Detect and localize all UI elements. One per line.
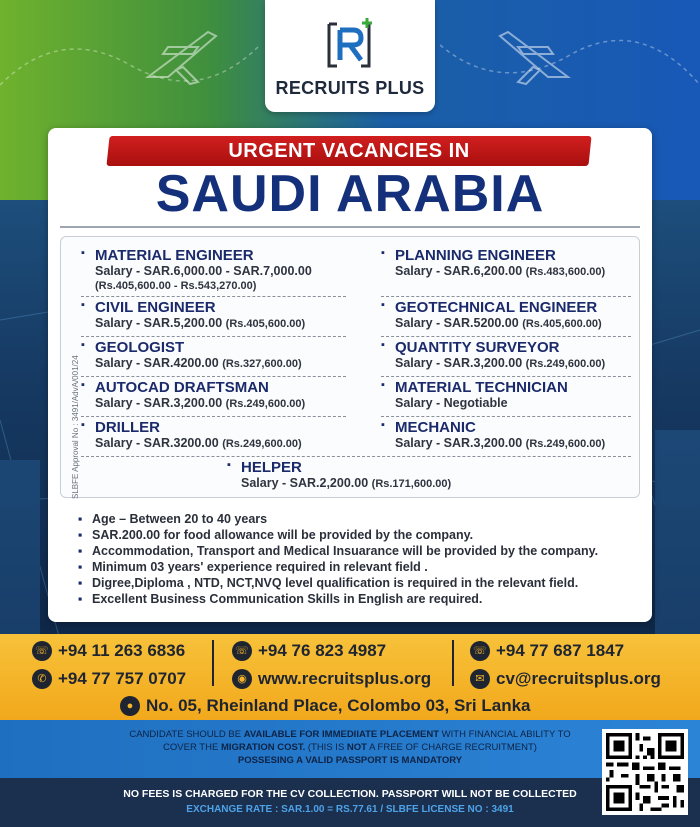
divider [212,640,214,686]
phone-number[interactable]: +94 77 687 1847 [496,641,625,660]
flight-path-graphic [0,25,260,105]
requirement-item: ▪ Accommodation, Transport and Medical Insuarance will be provided by the company. [78,544,638,560]
job-title: ▪ MECHANIC [381,419,605,436]
divider [381,296,631,297]
address: No. 05, Rheinland Place, Colombo 03, Sri Lanka [146,696,531,715]
job-salary: Salary - SAR.6,200.00 (Rs.483,600.00) [395,264,606,278]
job-title: ▪ MATERIAL TECHNICIAN [381,379,568,396]
job-salary: Salary - Negotiable [395,396,508,410]
requirement-item: ▪ Minimum 03 years' experience required in relevant field . [78,560,638,576]
job-title: ▪ DRILLER [81,419,302,436]
website-link[interactable]: www.recruitsplus.org [258,669,432,688]
job-salary: Salary - SAR.2,200.00 (Rs.171,600.00) [241,476,452,490]
approval-number: SLBFE Approval No : 3491/AdvA/001/24 [71,355,80,499]
divider [381,416,631,417]
globe-icon: ◉ [232,669,252,689]
job-title: ▪ AUTOCAD DRAFTSMAN [81,379,305,396]
job-item [381,247,605,278]
job-salary-rs: (Rs.405,600.00 - Rs.543,270.00) [95,280,257,292]
email-link[interactable]: cv@recruitsplus.org [496,669,661,688]
job-item [81,247,312,292]
requirement-item: ▪ Digree,Diploma , NTD, NCT,NVQ level qualification is required in the relevant field. [78,576,638,592]
job-item [381,339,605,370]
job-salary: Salary - SAR.5,200.00 (Rs.405,600.00) [95,316,306,330]
divider [381,336,631,337]
divider [81,336,346,337]
requirement-item: ▪ Excellent Business Communication Skills in English are required. [78,592,638,608]
job-item [81,339,302,370]
job-title: ▪ MATERIAL ENGINEER [81,247,312,264]
job-item [81,379,305,410]
job-item [81,419,302,450]
job-title: ▪ QUANTITY SURVEYOR [381,339,605,356]
jobs-panel [60,236,640,498]
job-salary: Salary - SAR.4200.00 (Rs.327,600.00) [95,356,302,370]
divider [81,456,631,457]
divider [81,416,346,417]
job-salary: Salary - SAR.3,200.00 (Rs.249,600.00) [95,396,306,410]
phone-icon: ☏ [232,641,252,661]
phone-number[interactable]: +94 11 263 6836 [58,641,186,660]
job-item [381,419,605,450]
requirement-item: ▪ Age – Between 20 to 40 years [78,512,638,528]
location-pin-icon: ● [120,696,140,716]
job-salary: Salary - SAR.5200.00 (Rs.405,600.00) [395,316,602,330]
exchange-rate: EXCHANGE RATE : SAR.1.00 = RS.77.61 / SLBFE LICENSE NO : 3491 [186,804,514,815]
phone-icon: ☏ [32,641,52,661]
job-salary: Salary - SAR.3200.00 (Rs.249,600.00) [95,436,302,450]
job-title: ▪ HELPER [227,459,451,476]
brand-name: RECRUITS PLUS [275,78,425,98]
notice-text: CANDIDATE SHOULD BE AVAILABLE FOR IMMEDIIATE PLACEMENT WITH FINANCIAL ABILITY TO COVER THE MIGRATION COST. (THIS IS NOT A FREE OF CHARGE RECRUITMENT) POSSESING A VALID PASSPORT IS MANDATORY [129,729,571,766]
whatsapp-number[interactable]: +94 77 757 0707 [58,669,187,688]
job-salary: Salary - SAR.3,200.00 (Rs.249,600.00) [395,436,606,450]
divider [81,296,346,297]
requirement-item: ▪ SAR.200.00 for food allowance will be provided by the company. [78,528,638,544]
divider [381,376,631,377]
qr-code-graphic [606,733,684,811]
phone-icon: ☏ [470,641,490,661]
email-icon: ✉ [470,669,490,689]
job-title: ▪ PLANNING ENGINEER [381,247,605,264]
footer-bar [0,778,700,827]
job-title: ▪ GEOLOGIST [81,339,302,356]
flight-path-graphic [440,25,700,105]
divider [81,376,346,377]
whatsapp-icon: ✆ [32,669,52,689]
recruits-plus-logo-icon [323,14,375,72]
job-item [381,379,568,410]
brand-logo [265,0,435,112]
qr-code[interactable] [602,729,688,815]
footer-note: NO FEES IS CHARGED FOR THE CV COLLECTION. PASSPORT WILL NOT BE COLLECTED [123,788,577,800]
job-title: ▪ CIVIL ENGINEER [81,299,305,316]
notice-bar [0,720,700,778]
contact-bar [0,634,700,720]
job-item [81,299,305,330]
vacancy-card [48,128,652,622]
phone-number[interactable]: +94 76 823 4987 [258,641,387,660]
job-title: ▪ GEOTECHNICAL ENGINEER [381,299,602,316]
job-salary: Salary - SAR.3,200.00 (Rs.249,600.00) [395,356,606,370]
job-salary: Salary - SAR.6,000.00 - SAR.7,000.00 [95,264,312,278]
divider [60,226,640,228]
job-item [381,299,602,330]
headline-text: URGENT VACANCIES IN [228,140,470,162]
divider [452,640,454,686]
country-title: SAUDI ARABIA [155,165,545,223]
job-item [227,459,451,490]
requirements-list [78,512,638,608]
